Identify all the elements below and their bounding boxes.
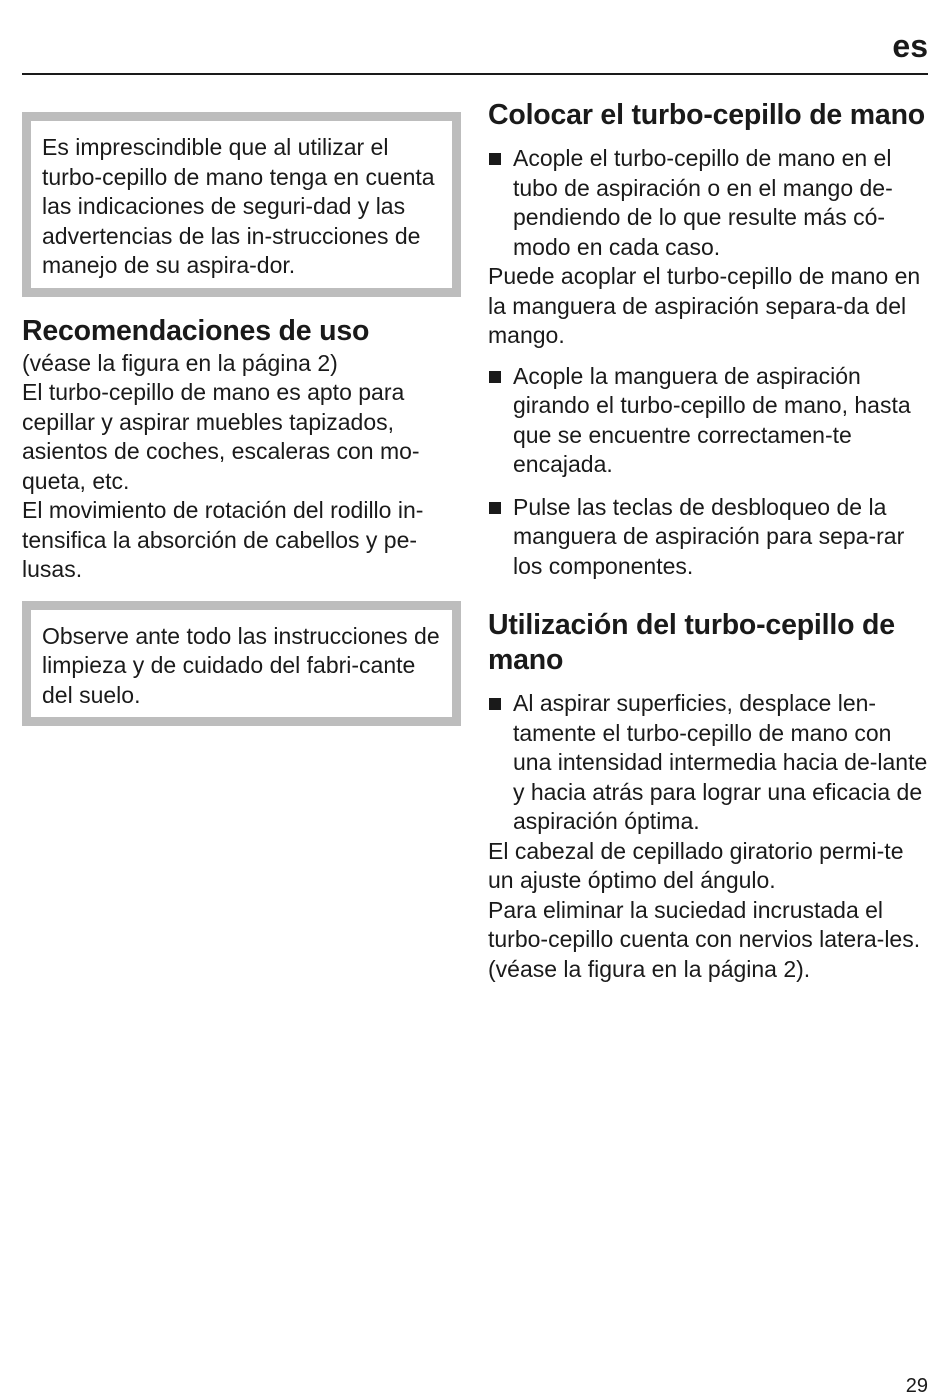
safety-notice [22,112,461,297]
bullet-square-icon [489,371,501,383]
safety-notice-text: Es imprescindible que al utilizar el turbo-cepillo de mano tenga en cuenta las indicaciones de seguri-dad y las advertencias de las in-strucciones de manejo de su aspira-dor. [42,134,435,278]
heading-usage-recommendations: Recomendaciones de uso [22,314,370,347]
list-item: Al aspirar superficies, desplace len-tamente el turbo-cepillo de mano con una intensidad intermedia hacia de-lante y hacia atrás para lograr una eficacia de aspiración óptima. [488,689,928,837]
list-item: Acople el turbo-cepillo de mano en el tubo de aspiración o en el mango de-pendiendo de lo que resulte más có-modo en cada caso. [488,144,928,262]
usage-paragraph-2: El movimiento de rotación del rodillo in-tensifica la absorción de cabellos y pe-lusas. [22,497,424,582]
cleaning-notice-text: Observe ante todo las instrucciones de limpieza y de cuidado del fabri-cante del suelo. [42,622,440,708]
using-paragraph-2: Para eliminar la suciedad incrustada el turbo-cepillo cuenta con nervios latera-les. (véase la figura en la página 2). [488,896,921,982]
list-item: Pulse las teclas de desbloqueo de la manguera de aspiración para sepa-rar los componentes. [488,493,928,582]
usage-paragraph-1: El turbo-cepillo de mano es apto para cepillar y aspirar muebles tapizados, asientos de coches, escaleras con mo-queta, etc. [22,379,420,494]
using-steps-list [488,689,928,837]
right-column [488,100,928,984]
using-paragraph-1: El cabezal de cepillado giratorio permi-te un ajuste óptimo del ángulo. [488,837,904,893]
list-item: Acople la manguera de aspiración girando el turbo-cepillo de mano, hasta que se encuentre correctamen-te encajada. [488,362,928,480]
header-rule [22,73,928,75]
page-number: 29 [905,1375,928,1397]
bullet-square-icon [489,502,501,514]
bullet-square-icon [489,698,501,710]
language-code: es [892,28,928,64]
attach-paragraph: Puede acoplar el turbo-cepillo de mano en la manguera de aspiración separa-da del mango. [488,263,921,348]
bullet-square-icon [489,153,501,165]
figure-reference: (véase la figura en la página 2) [22,349,338,376]
cleaning-notice [22,601,461,727]
heading-attach-brush: Colocar el turbo-cepillo de mano [488,99,925,131]
hose-steps-list [488,362,928,582]
left-column [22,100,461,726]
attach-steps-list [488,144,928,262]
heading-using-brush: Utilización del turbo-cepillo de mano [488,609,895,676]
